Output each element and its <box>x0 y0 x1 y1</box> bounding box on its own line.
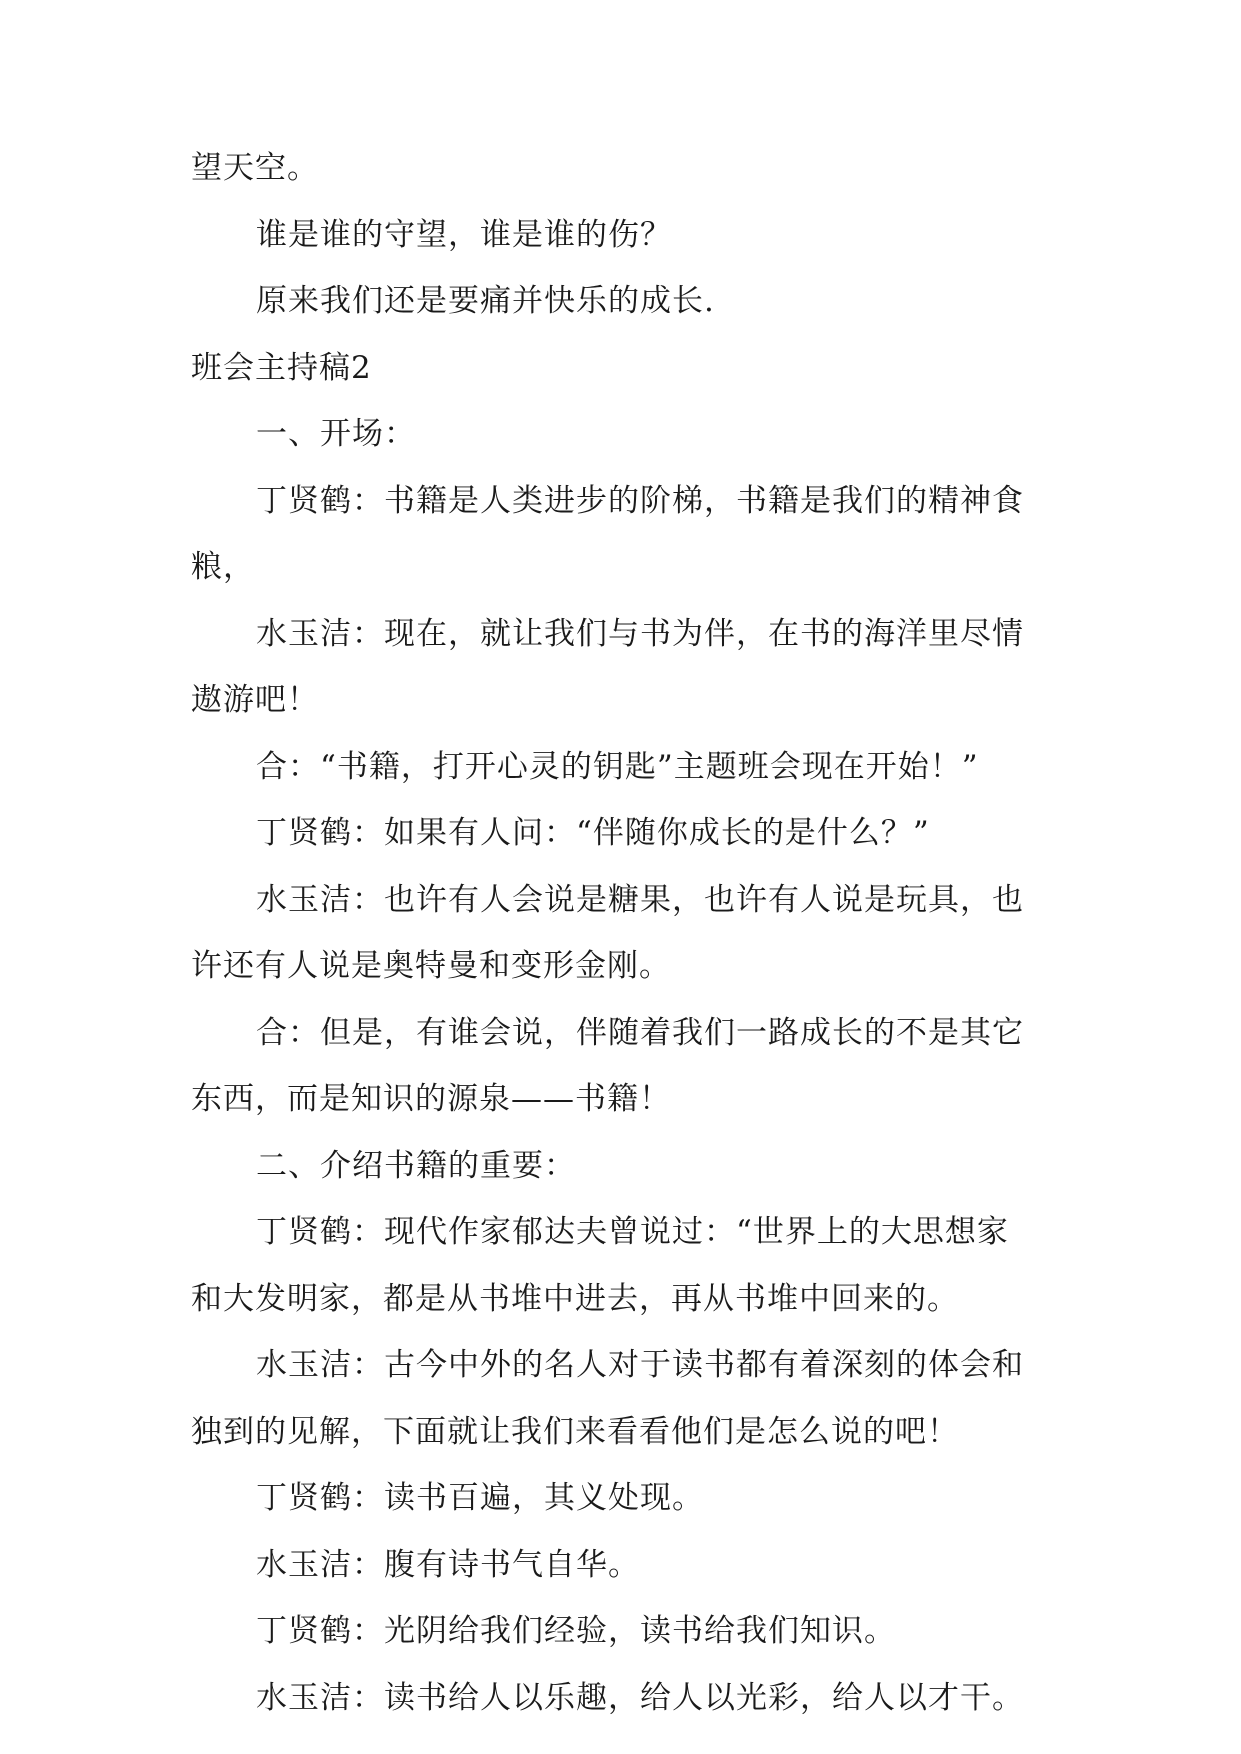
subsection-heading: 二、介绍书籍的重要： <box>256 1147 576 1184</box>
text-line: 粮， <box>191 549 255 585</box>
text-line: 丁贤鹤：读书百遍，其义处现。 <box>256 1480 704 1516</box>
text-line: 东西，而是知识的源泉——书籍！ <box>191 1081 671 1117</box>
text-line: 谁是谁的守望，谁是谁的伤？ <box>256 216 672 253</box>
subsection-heading: 一、开场： <box>256 416 416 452</box>
text-line: 水玉洁：现在，就让我们与书为伴，在书的海洋里尽情 <box>256 615 1024 652</box>
text-line: 丁贤鹤：如果有人问：“伴随你成长的是什么？” <box>256 815 930 851</box>
text-line: 水玉洁：读书给人以乐趣，给人以光彩，给人以才干。 <box>256 1679 1024 1716</box>
text-line: 丁贤鹤：光阴给我们经验，读书给我们知识。 <box>256 1613 896 1649</box>
section-heading: 班会主持稿2 <box>191 349 372 386</box>
text-line: 水玉洁：腹有诗书气自华。 <box>256 1546 640 1583</box>
text-line: 许还有人说是奥特曼和变形金刚。 <box>191 948 671 984</box>
text-line: 水玉洁：也许有人会说是糖果，也许有人说是玩具，也 <box>256 881 1024 918</box>
text-line: 丁贤鹤：书籍是人类进步的阶梯，书籍是我们的精神食 <box>256 482 1024 519</box>
text-line: 合：“书籍，打开心灵的钥匙”主题班会现在开始！” <box>256 748 979 785</box>
text-line: 合：但是，有谁会说，伴随着我们一路成长的不是其它 <box>256 1014 1024 1051</box>
document-page <box>191 148 1071 1744</box>
text-line: 遨游吧！ <box>191 682 319 718</box>
text-line: 和大发明家，都是从书堆中进去，再从书堆中回来的。 <box>191 1280 959 1317</box>
text-line: 丁贤鹤：现代作家郁达夫曾说过：“世界上的大思想家 <box>256 1214 1009 1250</box>
text-line: 水玉洁：古今中外的名人对于读书都有着深刻的体会和 <box>256 1347 1024 1383</box>
text-line: 望天空。 <box>191 150 319 186</box>
text-line: 原来我们还是要痛并快乐的成长. <box>256 283 715 319</box>
text-line: 独到的见解，下面就让我们来看看他们是怎么说的吧！ <box>191 1413 959 1450</box>
